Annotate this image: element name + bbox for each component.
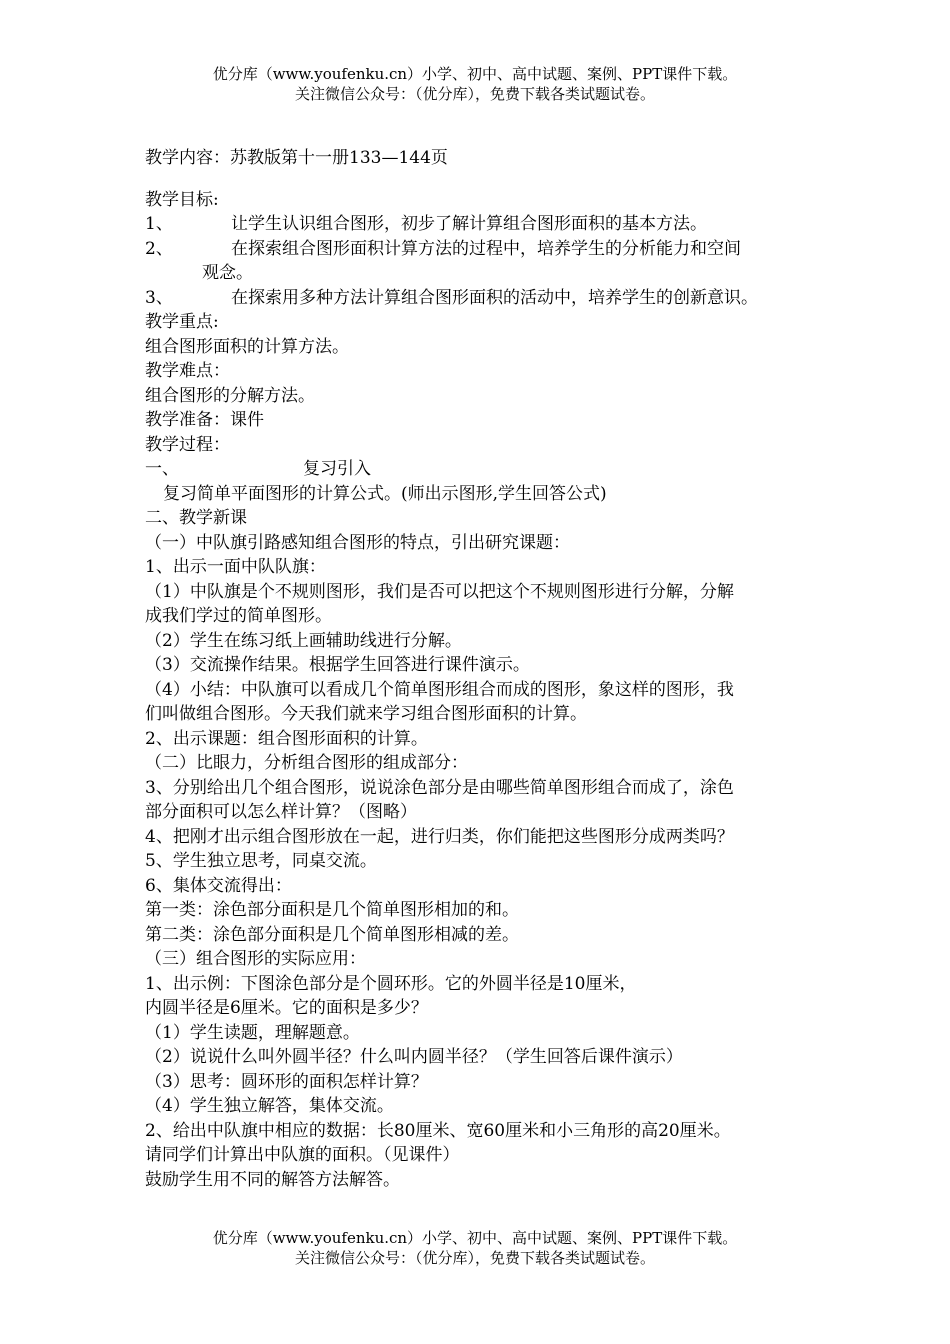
paragraph-line: 2、给出中队旗中相应的数据：长80厘米、宽60厘米和小三角形的高20厘米。 — [145, 1120, 731, 1141]
section-1-text: 复习简单平面图形的计算公式。(师出示图形,学生回答公式) — [163, 483, 607, 504]
paragraph-line: （3）思考：圆环形的面积怎样计算？ — [145, 1071, 428, 1092]
paragraph-line: 2、出示课题：组合图形面积的计算。 — [145, 728, 428, 749]
key-text: 组合图形面积的计算方法。 — [145, 336, 349, 357]
paragraph-line: 3、分别给出几个组合图形，说说涂色部分是由哪些简单图形组合而成了，涂色 — [145, 777, 734, 798]
paragraph-line: （1）中队旗是个不规则图形，我们是否可以把这个不规则图形进行分解，分解 — [145, 581, 734, 602]
paragraph-line: （4）学生独立解答，集体交流。 — [145, 1096, 394, 1116]
objective-1-num: 1、 — [145, 214, 173, 234]
paragraph-line: 部分面积可以怎么样计算？（图略） — [145, 802, 417, 822]
section-1-title: 复习引入 — [303, 459, 371, 479]
objective-3 — [145, 286, 825, 311]
page-header — [0, 64, 950, 104]
paragraph-line: （二）比眼力，分析组合图形的组成部分： — [145, 753, 468, 773]
teaching-content: 教学内容：苏教版第十一册133—144页 — [145, 148, 448, 168]
paragraph-line: 内圆半径是6厘米。它的面积是多少？ — [145, 998, 428, 1018]
paragraph-line: 第二类：涂色部分面积是几个简单图形相减的差。 — [145, 924, 519, 945]
document-body — [145, 146, 825, 1192]
objective-3-num: 3、 — [145, 287, 173, 308]
objective-1 — [145, 212, 825, 237]
header-line-2: 关注微信公众号：（优分库），免费下载各类试题试卷。 — [294, 85, 655, 103]
paragraph-line: 1、出示例：下图涂色部分是个圆环形。它的外圆半径是10厘米， — [145, 973, 637, 994]
objectives-title: 教学目标: — [145, 189, 219, 210]
objective-2 — [145, 237, 825, 262]
footer-line-2: 关注微信公众号：（优分库），免费下载各类试题试卷。 — [294, 1249, 655, 1267]
paragraph-line: （2）说说什么叫外圆半径？什么叫内圆半径？（学生回答后课件演示） — [145, 1047, 683, 1067]
paragraph-line: （三）组合图形的实际应用： — [145, 949, 366, 969]
section-2-title: 二、教学新课 — [145, 508, 247, 528]
paragraph-line: （2）学生在练习纸上画辅助线进行分解。 — [145, 630, 462, 651]
objective-1-text: 让学生认识组合图形，初步了解计算组合图形面积的基本方法。 — [231, 214, 707, 234]
objective-2-continued: 观念。 — [202, 263, 253, 283]
difficulty-title: 教学难点： — [145, 361, 230, 381]
paragraph-line: （4）小结：中队旗可以看成几个简单图形组合而成的图形，象这样的图形，我 — [145, 679, 734, 700]
section-1-heading — [145, 457, 825, 482]
difficulty-text: 组合图形的分解方法。 — [145, 385, 315, 406]
paragraph-line: 请同学们计算出中队旗的面积。（见课件） — [145, 1145, 460, 1165]
objective-2-num: 2、 — [145, 238, 173, 259]
paragraph-line: （3）交流操作结果。根据学生回答进行课件演示。 — [145, 655, 530, 675]
paragraph-line: （一）中队旗引路感知组合图形的特点，引出研究课题： — [145, 532, 570, 553]
objective-2-text: 在探索组合图形面积计算方法的过程中，培养学生的分析能力和空间 — [231, 238, 741, 259]
paragraph-line: 6、集体交流得出： — [145, 875, 292, 896]
objective-3-text: 在探索用多种方法计算组合图形面积的活动中，培养学生的创新意识。 — [231, 287, 758, 308]
preparation: 教学准备：课件 — [145, 410, 264, 430]
paragraph-line: 5、学生独立思考，同桌交流。 — [145, 851, 377, 871]
paragraph-line: 鼓励学生用不同的解答方法解答。 — [145, 1169, 400, 1190]
paragraph-line: 们叫做组合图形。今天我们就来学习组合图形面积的计算。 — [145, 704, 587, 724]
header-line-1: 优分库（www.youfenku.cn）小学、初中、高中试题、案例、PPT课件下载。 — [212, 65, 738, 83]
process-title: 教学过程： — [145, 434, 230, 455]
key-title: 教学重点: — [145, 312, 219, 332]
section-1-num: 一、 — [145, 459, 179, 479]
paragraph-line: 4、把刚才出示组合图形放在一起，进行归类，你们能把这些图形分成两类吗？ — [145, 826, 734, 847]
footer-line-1: 优分库（www.youfenku.cn）小学、初中、高中试题、案例、PPT课件下载。 — [212, 1229, 738, 1247]
page-footer — [0, 1228, 950, 1268]
paragraph-line: 成我们学过的简单图形。 — [145, 606, 332, 626]
paragraph-line: 第一类：涂色部分面积是几个简单图形相加的和。 — [145, 900, 519, 920]
paragraph-line: 1、出示一面中队队旗： — [145, 557, 326, 577]
paragraph-line: （1）学生读题，理解题意。 — [145, 1022, 360, 1043]
